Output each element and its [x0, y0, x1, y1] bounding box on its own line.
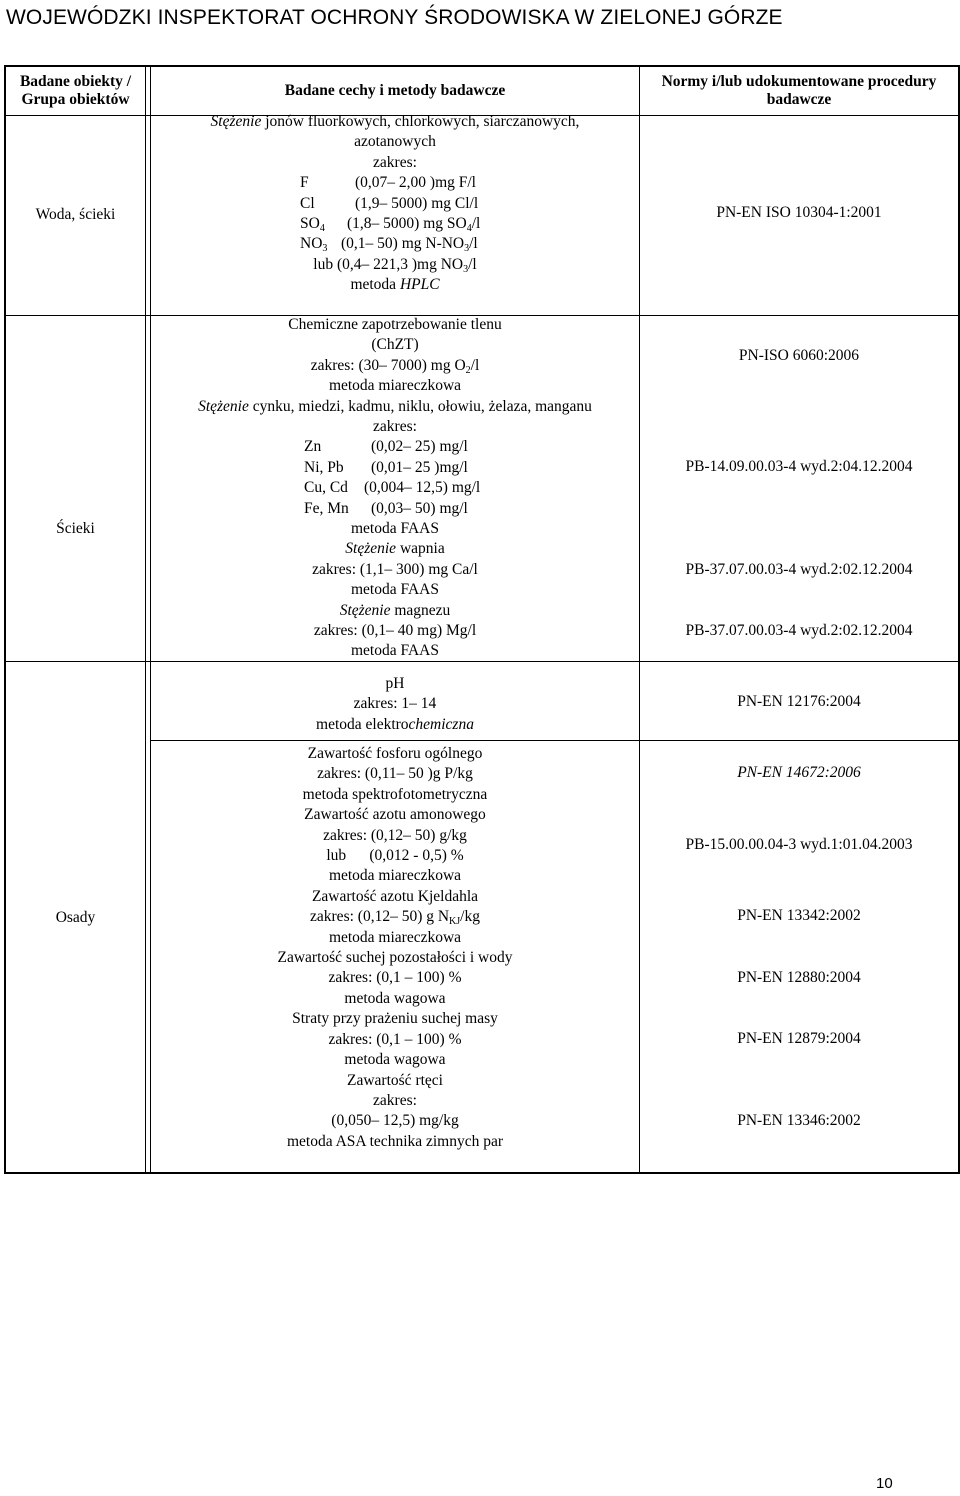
standard-iso-10304: PN-EN ISO 10304-1:2001: [716, 204, 882, 221]
method-cell-ions: Stężenie jonów fluorkowych, chlorkowych, siarczanowych, azotanowych zakres: F (0,07– 2,00 )mg F/l Cl (1,9– 5000) mg Cl/l $SO_4$ (1,8– 5000) mg $SO_4/l$ $NO_3$ (0,1– 50) mg $N-NO_3/l$ lub (0,4– 221,3 )mg $NO_3/l$ metoda HPLC: [210, 113, 580, 294]
standard-pb-14: PB-14.09.00.03-4 wyd.2:04.12.2004: [685, 458, 913, 475]
standard-iso-6060: PN-ISO 6060:2006: [738, 347, 860, 364]
standard-en-14672: PN-EN 14672:2006: [737, 764, 861, 781]
header-cell-methods: Badane cechy i metody badawcze: [284, 82, 506, 99]
method-cell-ph: pH zakres: 1– 14 metoda elektrochemiczna: [316, 675, 474, 733]
standard-en-12880: PN-EN 12880:2004: [737, 969, 861, 986]
standard-en-12879: PN-EN 12879:2004: [737, 1030, 861, 1047]
standard-en-12176: PN-EN 12176:2004: [737, 693, 861, 710]
standard-en-13346: PN-EN 13346:2002: [737, 1112, 861, 1129]
standard-en-13342: PN-EN 13342:2002: [737, 907, 861, 924]
document-header: WOJEWÓDZKI INSPEKTORAT OCHRONY ŚRODOWISKA W ZIELONEJ GÓRZE: [6, 6, 783, 29]
group-label-scieki: Ścieki: [56, 519, 95, 537]
standard-pb-37-ca: PB-37.07.00.03-4 wyd.2:02.12.2004: [685, 561, 913, 578]
page-number: 10: [876, 1475, 893, 1492]
method-cell-osady: Zawartość fosforu ogólnego zakres: (0,11– 50 )g P/kg metoda spektrofotometryczna Zawartość azotu amonowego zakres: (0,12– 50) g/kg lub (0,012 - 0,5) % metoda miareczkowa Zawartość azotu Kjeldahla zakres: (0,12– 50) g $N_{KJ}/kg$ metoda miareczkowa Zawartość suchej pozostałości i wody zakres: (0,1 – 100) % metoda wagowa Straty przy prażeniu suchej masy zakres: (0,1 – 100) % metoda wagowa Zawartość rtęci zakres: (0,050– 12,5) mg/kg metoda ASA technika zimnych par: [277, 745, 513, 1150]
group-label-woda-scieki: Woda, ścieki: [35, 206, 116, 224]
standard-pb-37-mg: PB-37.07.00.03-4 wyd.2:02.12.2004: [685, 622, 913, 639]
group-label-osady: Osady: [55, 908, 96, 926]
header-cell-standards: Normy i/lub udokumentowane procedury badawcze: [661, 73, 937, 108]
method-cell-scieki: Chemiczne zapotrzebowanie tlenu (ChZT) zakres: (30– 7000) mg $O_2/l$ metoda miareczkowa Stężenie cynku, miedzi, kadmu, niklu, ołowiu, żelaza, manganu zakres: Zn (0,02– 25) mg/l Ni, Pb (0,01– 25 )mg/l Cu, Cd (0,004– 12,5) mg/l Fe, Mn (0,03– 50) mg/l metoda FAAS Stężenie wapnia zakres: (1,1– 300) mg Ca/l metoda FAAS Stężenie magnezu zakres: (0,1– 40 mg) Mg/l metoda FAAS: [198, 316, 592, 660]
header-cell-objects: Badane obiekty / Grupa obiektów: [19, 73, 132, 108]
standard-pb-15: PB-15.00.00.04-3 wyd.1:01.04.2003: [685, 836, 913, 853]
